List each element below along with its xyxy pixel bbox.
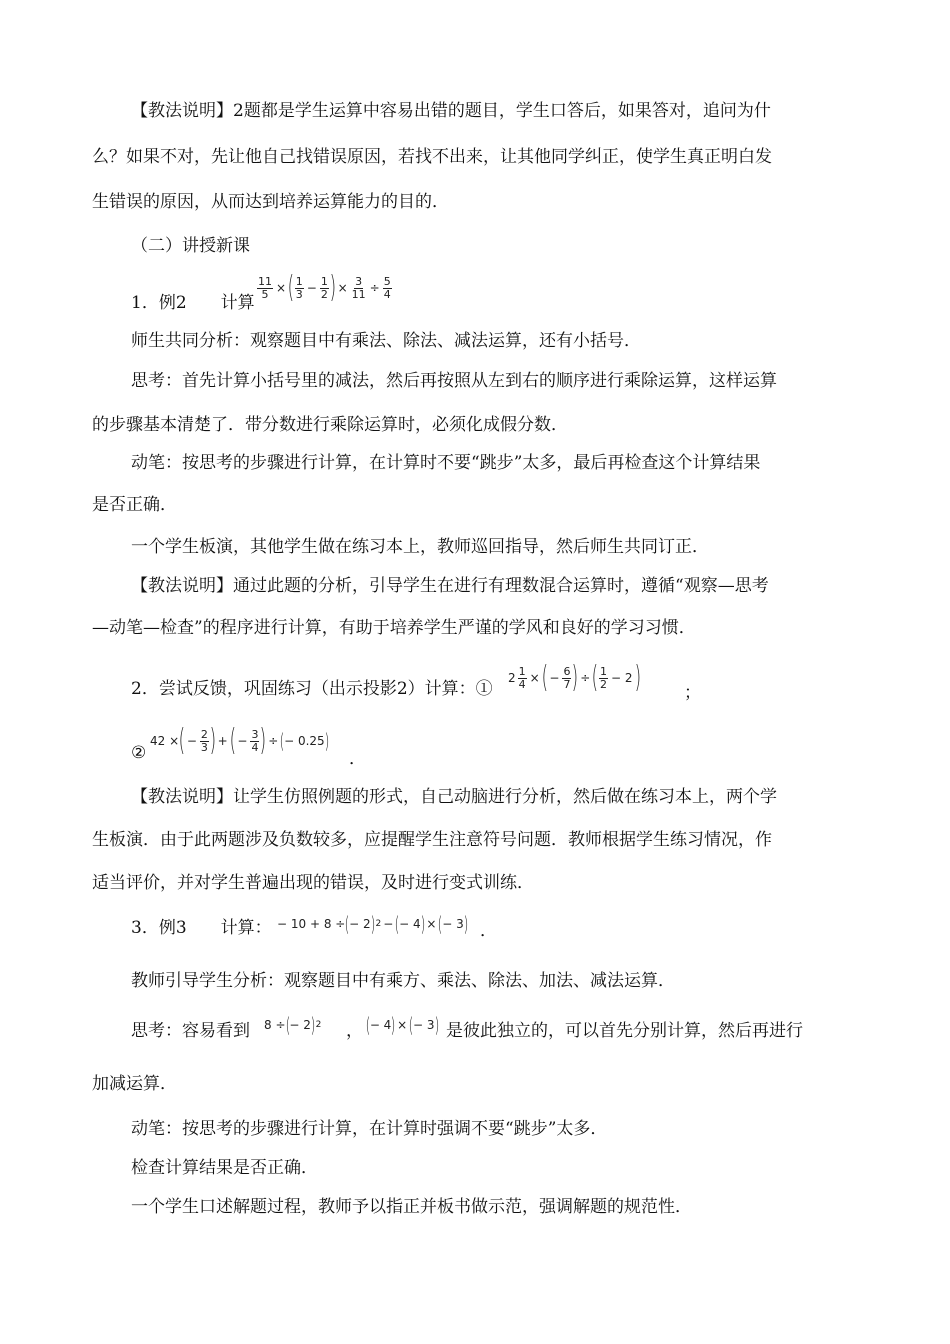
fraction: $\frac{1}{2}$ (320, 274, 328, 301)
analysis-line: 师生共同分析：观察题目中有乘法、除法、减法运算，还有小括号． (131, 331, 641, 351)
note-paragraph-2-line-2: —动笔—检查”的程序进行计算，有助于培养学生严谨的学风和良好的学习习惯． (92, 618, 696, 638)
example-2-formula: $\frac{11}{5}$ × ( $\frac{1}{3}$ − $\frac{1}{2}$ ) × $\frac{3}{11}$ ÷ $\frac{5}{4}$ (258, 270, 391, 305)
note-paragraph-2-line-1: 【教法说明】通过此题的分析，引导学生在进行有理数混合运算时，遵循“观察—思考 (131, 576, 769, 596)
note-paragraph-1-line-2: 么？如果不对，先让他自己找错误原因，若找不出来，让其他同学纠正，使学生真正明白发 (92, 147, 772, 167)
note-paragraph-1-line-1: 【教法说明】2题都是学生运算中容易出错的题目，学生口答后，如果答对，追问为什 (131, 101, 771, 121)
semicolon: ； (684, 683, 701, 703)
period: ． (349, 749, 366, 769)
note-paragraph-3-line-1: 【教法说明】让学生仿照例题的形式，自己动脑进行分析，然后做在练习本上，两个学 (131, 787, 777, 807)
circle-2: ② (131, 743, 147, 763)
think-line-1: 思考：首先计算小括号里的减法，然后再按照从左到右的顺序进行乘除运算，这样运算 (131, 371, 777, 391)
think-3-line-1-end: 是彼此独立的，可以首先分别计算，然后再进行 (446, 1021, 803, 1041)
note-paragraph-3-line-3: 适当评价，并对学生普遍出现的错误，及时进行变式训练． (92, 873, 534, 893)
try-formula-1: 2 $\frac{1}{4}$ × ( − $\frac{6}{7}$ ) ÷ ( $\frac{1}{2}$ − 2 ) (508, 660, 641, 695)
fraction: $\frac{2}{3}$ (200, 727, 208, 754)
section-heading: （二）讲授新课 (131, 236, 250, 256)
analysis-line-3: 教师引导学生分析：观察题目中有乘方、乘法、除法、加法、减法运算． (131, 971, 675, 991)
comma: ， (346, 1021, 363, 1041)
fraction: $\frac{11}{5}$ (258, 274, 272, 301)
note-paragraph-1-line-3: 生错误的原因，从而达到培养运算能力的目的． (92, 192, 449, 212)
think-3-line-1-start: 思考：容易看到 (131, 1021, 250, 1041)
think-formula-a: 8 ÷ ( − 2 ) 2 (264, 1013, 322, 1037)
try-formula-2: 42 × ( − $\frac{2}{3}$ ) + ( − $\frac{3}{4}$ ) ÷ ( − 0.25 ) (150, 723, 329, 758)
example-2-label: 1．例2 计算 (131, 293, 255, 313)
fraction: $\frac{1}{4}$ (518, 664, 526, 691)
pen-line-2: 是否正确． (92, 495, 177, 515)
board-line-3: 一个学生口述解题过程，教师予以指正并板书做示范，强调解题的规范性． (131, 1197, 692, 1217)
think-3-line-2: 加减运算． (92, 1074, 177, 1094)
fraction: $\frac{3}{4}$ (251, 727, 259, 754)
fraction: $\frac{1}{3}$ (295, 274, 303, 301)
fraction: $\frac{6}{7}$ (563, 664, 571, 691)
pen-line-1: 动笔：按思考的步骤进行计算，在计算时不要“跳步”太多，最后再检查这个计算结果 (131, 453, 761, 473)
think-line-2: 的步骤基本清楚了．带分数进行乘除运算时，必须化成假分数． (92, 415, 568, 435)
note-paragraph-3-line-2: 生板演．由于此两题涉及负数较多，应提醒学生注意符号问题．教师根据学生练习情况，作 (92, 830, 772, 850)
example-3-formula: − 10 + 8 ÷ ( − 2 ) 2 − ( − 4 ) × ( − 3 ) (277, 912, 469, 936)
check-line: 检查计算结果是否正确． (131, 1158, 318, 1178)
example-3-label: 3．例3 计算： (131, 918, 272, 938)
fraction: $\frac{1}{2}$ (599, 664, 607, 691)
fraction: $\frac{5}{4}$ (383, 274, 391, 301)
think-formula-b: ( − 4 ) × ( − 3 ) (365, 1013, 439, 1037)
try-exercise-label: 2．尝试反馈，巩固练习（出示投影2）计算：① (131, 679, 493, 699)
fraction: $\frac{3}{11}$ (351, 274, 366, 301)
pen-line-3: 动笔：按思考的步骤进行计算，在计算时强调不要“跳步”太多． (131, 1119, 608, 1139)
period: ． (480, 921, 497, 941)
board-line: 一个学生板演，其他学生做在练习本上，教师巡回指导，然后师生共同订正． (131, 537, 709, 557)
